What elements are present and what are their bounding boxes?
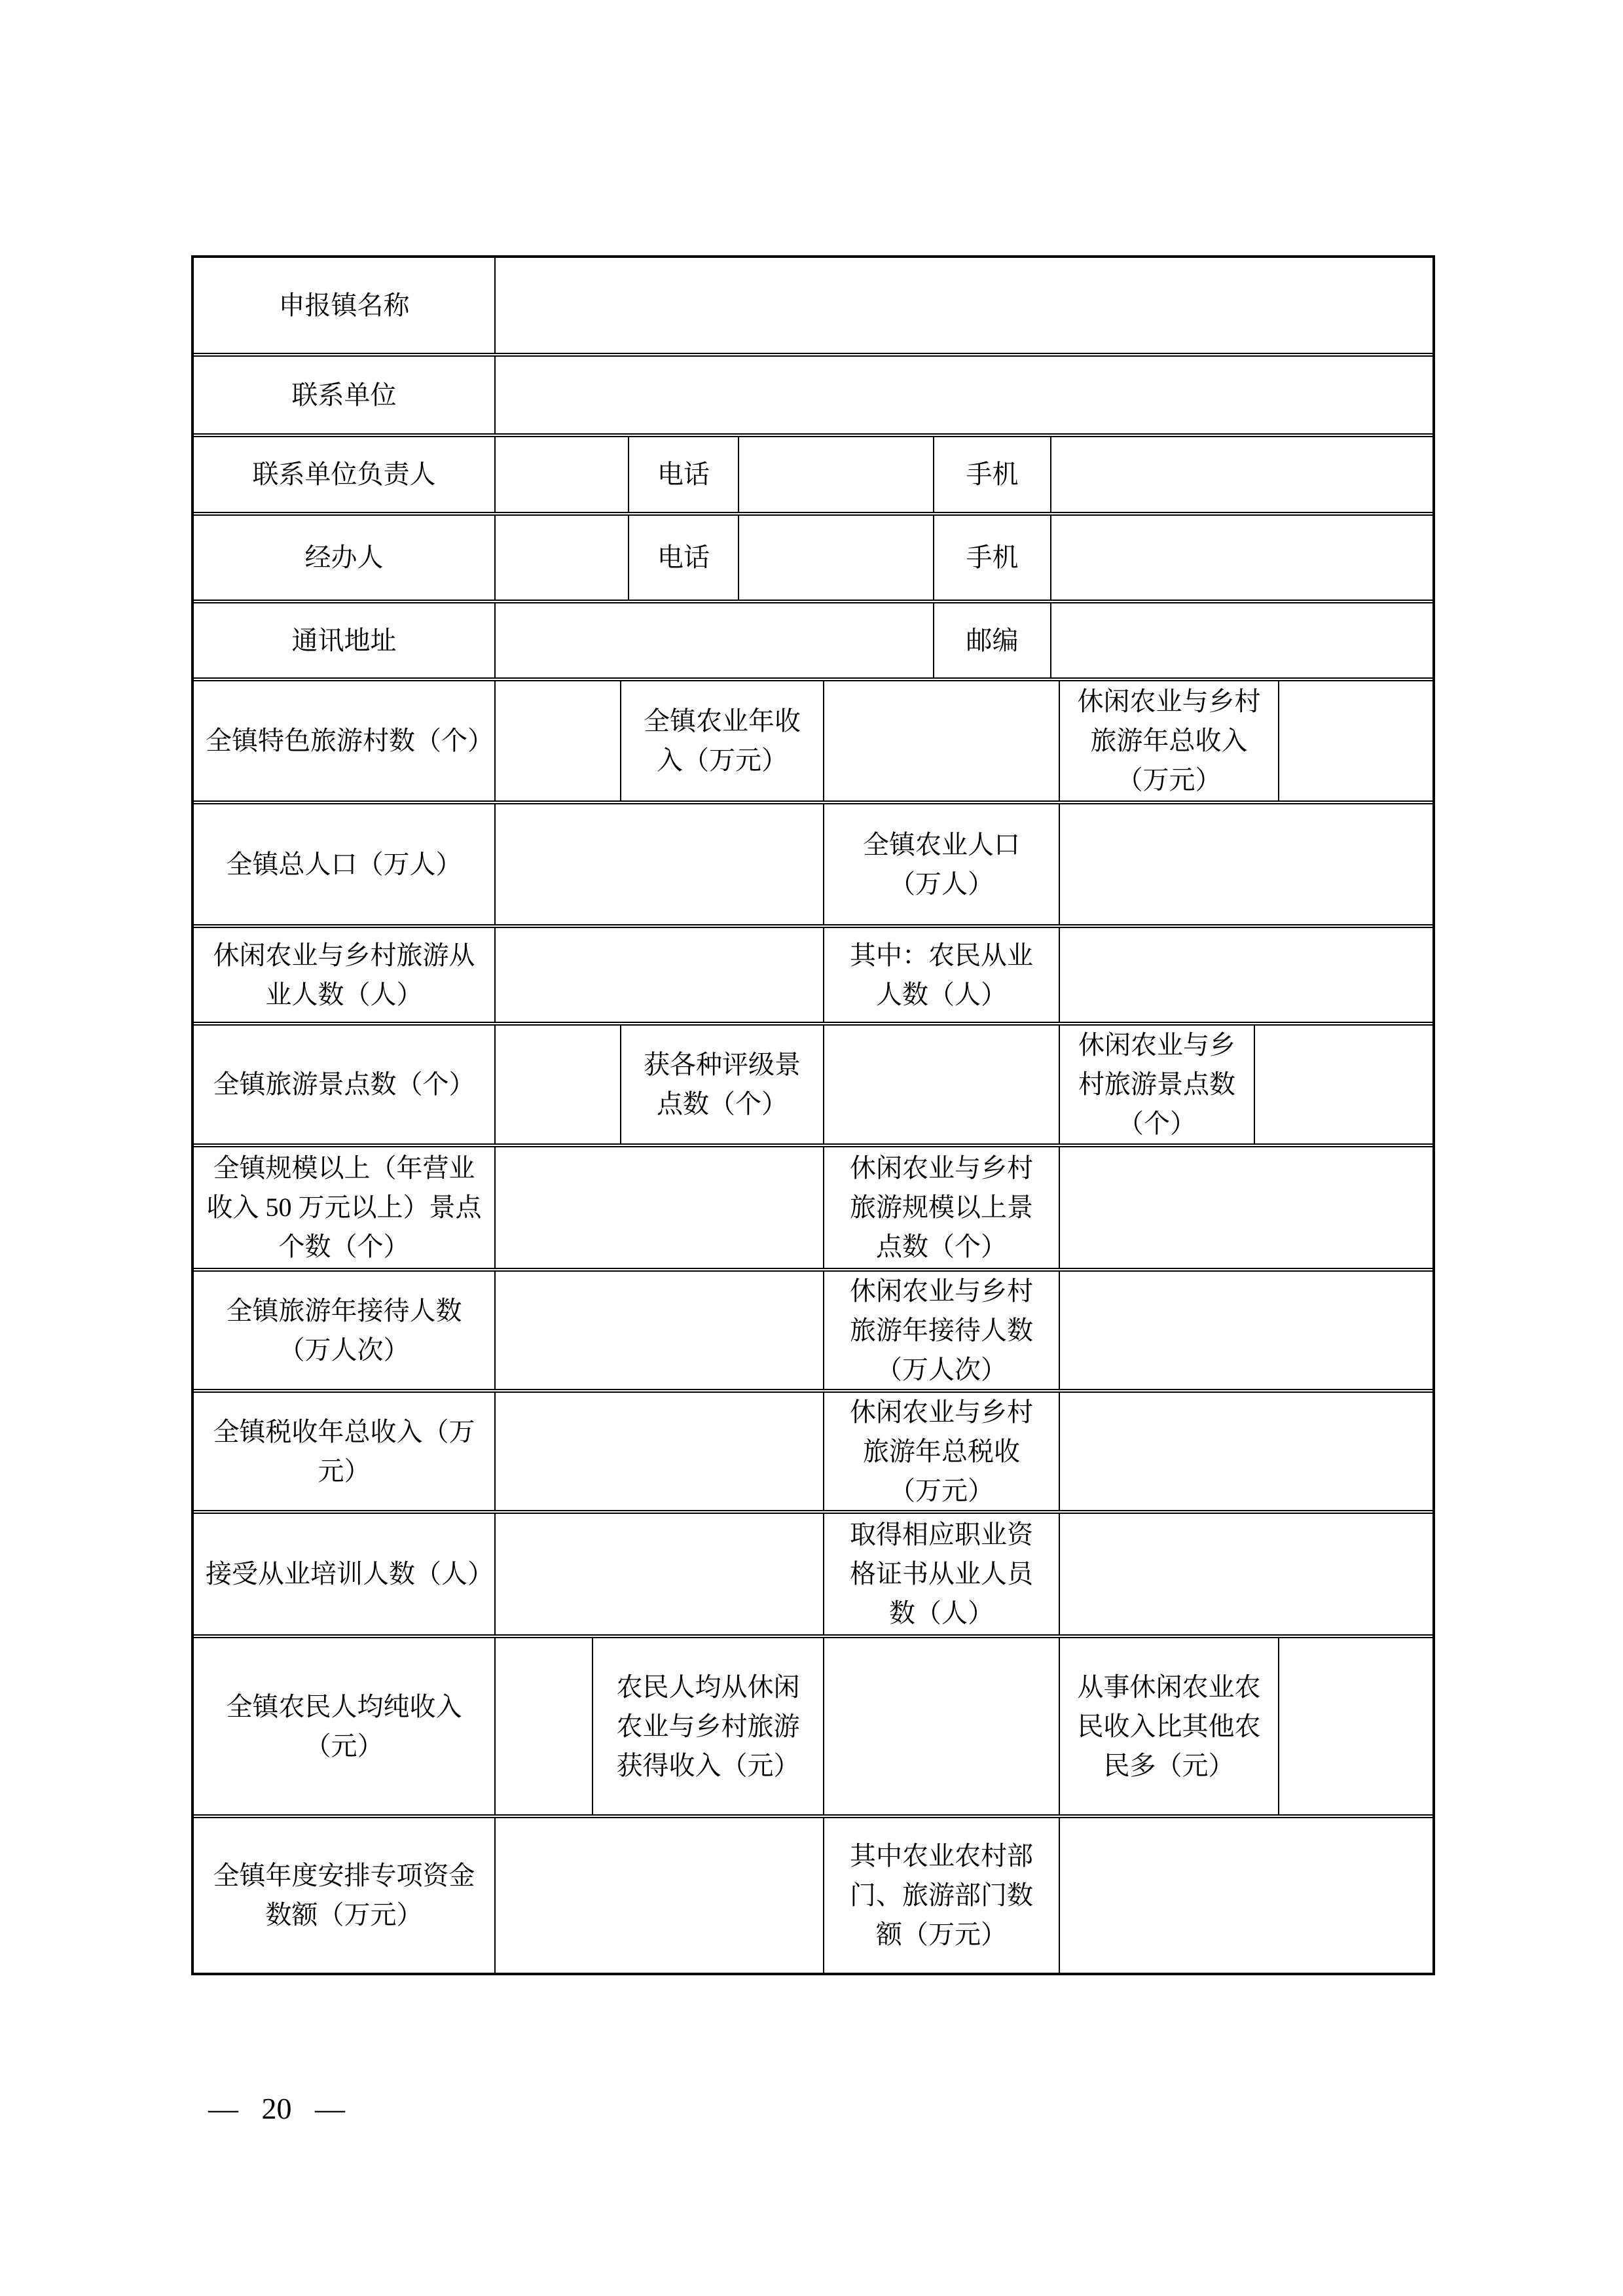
town-name-label: 申报镇名称 (278, 290, 410, 320)
town-name-input[interactable] (494, 258, 1432, 353)
postcode-label: 邮编 (933, 603, 1050, 677)
agri-population-input[interactable] (1059, 804, 1432, 924)
row-contact-unit (194, 353, 1432, 433)
mailing-address-input[interactable] (494, 603, 933, 677)
contact-person-input[interactable] (494, 437, 628, 512)
featured-villages-label: 全镇特色旅游村数（个） (206, 726, 494, 755)
handler-phone-label: 电话 (628, 516, 738, 600)
row-farmer-net-income (194, 1634, 1432, 1814)
agri-annual-income-label: 全镇农业年收入（万元） (620, 681, 823, 800)
income-difference-input[interactable] (1278, 1638, 1432, 1814)
row-contact-person (194, 433, 1432, 512)
row-town-name (194, 258, 1432, 353)
total-population-input[interactable] (494, 804, 823, 924)
row-leisure-employees (194, 924, 1432, 1022)
certified-persons-input[interactable] (1059, 1514, 1432, 1634)
above-scale-spots-label: 全镇规模以上（年营业收入 50 万元以上）景点个数（个） (206, 1153, 482, 1261)
agri-population-label: 全镇农业人口（万人） (823, 804, 1059, 924)
featured-villages-input[interactable] (494, 681, 620, 800)
postcode-input[interactable] (1050, 603, 1432, 677)
town-application-form-table (191, 255, 1435, 1975)
farmer-employees-label: 其中：农民从业人数（人） (823, 928, 1059, 1022)
contact-person-mobile-input[interactable] (1050, 437, 1432, 512)
leisure-tourism-income-label: 休闲农业与乡村旅游年总收入（万元） (1059, 681, 1278, 800)
handler-input[interactable] (494, 516, 628, 600)
row-trained-persons (194, 1510, 1432, 1634)
row-scenic-spots (194, 1022, 1432, 1143)
scenic-spots-label: 全镇旅游景点数（个） (213, 1069, 475, 1099)
above-scale-spots-input[interactable] (494, 1147, 823, 1268)
leisure-tax-revenue-input[interactable] (1059, 1393, 1432, 1510)
scenic-spots-input[interactable] (494, 1026, 620, 1143)
page-number: — 20 — (208, 2092, 345, 2125)
certified-persons-label: 取得相应职业资格证书从业人员数（人） (823, 1514, 1059, 1634)
farmer-employees-input[interactable] (1059, 928, 1432, 1022)
farmer-net-income-label: 全镇农民人均纯收入（元） (226, 1691, 462, 1761)
total-population-label: 全镇总人口（万人） (226, 849, 462, 879)
farmer-leisure-income-input[interactable] (823, 1638, 1059, 1814)
farmer-net-income-input[interactable] (494, 1638, 592, 1814)
row-above-scale-spots (194, 1143, 1432, 1268)
department-funds-input[interactable] (1059, 1818, 1432, 1973)
row-tax-revenue (194, 1389, 1432, 1510)
trained-persons-input[interactable] (494, 1514, 823, 1634)
leisure-annual-visitors-label: 休闲农业与乡村旅游年接待人数（万人次） (823, 1272, 1059, 1389)
handler-phone-input[interactable] (738, 516, 933, 600)
mailing-address-label: 通讯地址 (291, 625, 397, 655)
leisure-above-scale-spots-input[interactable] (1059, 1147, 1432, 1268)
handler-label: 经办人 (304, 543, 384, 572)
annual-visitors-label: 全镇旅游年接待人数（万人次） (226, 1295, 462, 1365)
leisure-spots-input[interactable] (1254, 1026, 1432, 1143)
trained-persons-label: 接受从业培训人数（人） (206, 1559, 494, 1588)
contact-person-phone-label: 电话 (628, 437, 738, 512)
contact-unit-label: 联系单位 (291, 380, 397, 410)
handler-mobile-label: 手机 (933, 516, 1050, 600)
row-mailing-address (194, 600, 1432, 677)
special-funds-label: 全镇年度安排专项资金数额（万元） (213, 1861, 475, 1929)
farmer-leisure-income-label: 农民人均从休闲农业与乡村旅游获得收入（元） (592, 1638, 823, 1814)
contact-person-phone-input[interactable] (738, 437, 933, 512)
row-handler (194, 512, 1432, 600)
contact-person-mobile-label: 手机 (933, 437, 1050, 512)
contact-person-label: 联系单位负责人 (252, 459, 436, 489)
tax-revenue-input[interactable] (494, 1393, 823, 1510)
rated-spots-input[interactable] (823, 1026, 1059, 1143)
handler-mobile-input[interactable] (1050, 516, 1432, 600)
leisure-annual-visitors-input[interactable] (1059, 1272, 1432, 1389)
leisure-spots-label: 休闲农业与乡村旅游景点数（个） (1059, 1026, 1254, 1143)
leisure-employees-label: 休闲农业与乡村旅游从业人数（人） (213, 940, 475, 1009)
row-special-funds (194, 1814, 1432, 1973)
row-featured-villages (194, 677, 1432, 800)
leisure-tax-revenue-label: 休闲农业与乡村旅游年总税收（万元） (823, 1393, 1059, 1510)
leisure-above-scale-spots-label: 休闲农业与乡村旅游规模以上景点数（个） (823, 1147, 1059, 1268)
leisure-employees-input[interactable] (494, 928, 823, 1022)
special-funds-input[interactable] (494, 1818, 823, 1973)
department-funds-label: 其中农业农村部门、旅游部门数额（万元） (823, 1818, 1059, 1973)
rated-spots-label: 获各种评级景点数（个） (620, 1026, 823, 1143)
agri-annual-income-input[interactable] (823, 681, 1059, 800)
contact-unit-input[interactable] (494, 357, 1432, 433)
tax-revenue-label: 全镇税收年总收入（万元） (213, 1416, 475, 1486)
income-difference-label: 从事休闲农业农民收入比其他农民多（元） (1059, 1638, 1278, 1814)
row-total-population (194, 800, 1432, 924)
row-annual-visitors (194, 1268, 1432, 1389)
annual-visitors-input[interactable] (494, 1272, 823, 1389)
leisure-tourism-income-input[interactable] (1278, 681, 1432, 800)
